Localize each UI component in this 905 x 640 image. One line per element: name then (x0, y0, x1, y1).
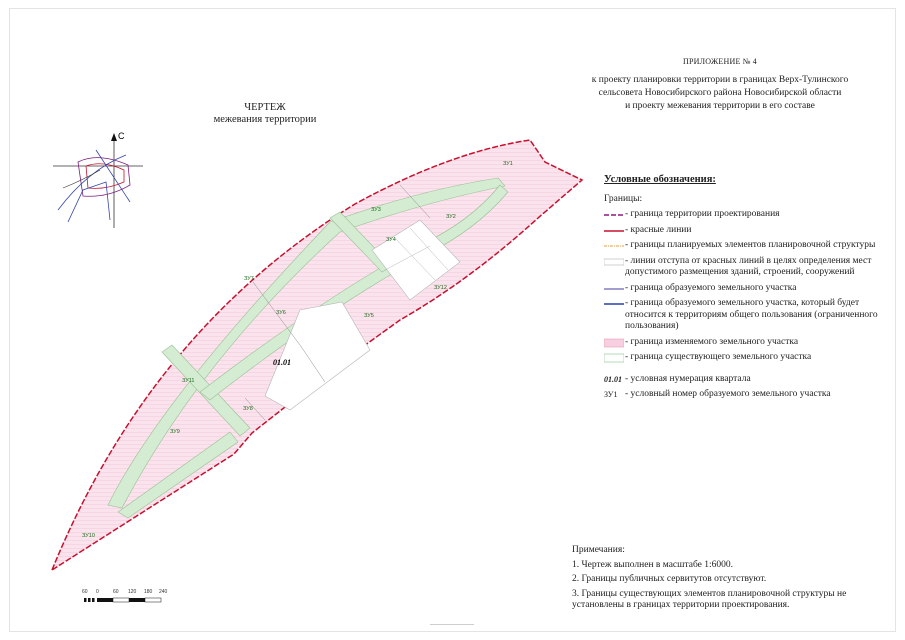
plot-label: ЗУ5 (364, 313, 374, 319)
appendix-line-1: к проекту планировки территории в границах Верх-Тулинского (591, 75, 849, 85)
scale-label: 60 (113, 589, 119, 595)
quarter-code-symbol: 01.01 (604, 374, 622, 384)
changed-plot-symbol (604, 338, 624, 348)
title-line-1: ЧЕРТЕЖ (244, 102, 286, 113)
red-line-symbol (604, 226, 624, 236)
plot-label: ЗУ8 (243, 406, 253, 412)
note-item: 2. Границы публичных сервитутов отсутствуют. (572, 574, 767, 584)
legend-item: - границы планируемых элементов планировочной структуры (604, 240, 894, 252)
legend-item: - граница существующего земельного участка (604, 352, 894, 364)
plot-label: ЗУ4 (386, 237, 396, 243)
plot-label: ЗУ12 (434, 285, 447, 291)
appendix-line-3: и проекту межевания территории в его составе (625, 101, 815, 111)
plot-label: ЗУ9 (170, 429, 180, 435)
legend-item: - красные линии (604, 225, 894, 237)
plot-label: ЗУ1 (503, 161, 513, 167)
appendix-number: ПРИЛОЖЕНИЕ № 4 (683, 57, 757, 66)
legend-code-row: 01.01 - условная нумерация квартала (604, 373, 751, 384)
legend-item: - граница образуемого земельного участка, который будет относится к территориям общего пользования (ограниченного пользования) (604, 298, 894, 333)
notes-block (572, 545, 892, 615)
territory-boundary-symbol (604, 210, 624, 220)
new-plot-boundary-symbol (604, 284, 624, 294)
legend (604, 174, 894, 405)
scale-label: 0 (96, 589, 99, 595)
north-label: С (118, 131, 125, 141)
public-plot-boundary-symbol (604, 299, 624, 309)
appendix-line-2: сельсовета Новосибирского района Новосибирской области (598, 88, 842, 98)
plot-label: ЗУ3 (371, 207, 381, 213)
planning-element-symbol (604, 241, 624, 251)
legend-item: - граница изменяемого земельного участка (604, 337, 894, 349)
scale-bar (82, 586, 182, 608)
setback-line-symbol (604, 257, 624, 267)
scale-label: 240 (159, 589, 168, 595)
scale-label: 180 (144, 589, 153, 595)
existing-plot-symbol (604, 353, 624, 363)
plot-label: ЗУ10 (82, 533, 95, 539)
bottom-divider (430, 624, 474, 625)
notes-title: Примечания: (572, 545, 625, 555)
plot-label: ЗУ7 (244, 276, 254, 282)
legend-item: - граница территории проектирования (604, 209, 894, 221)
plot-label: ЗУ6 (276, 310, 286, 316)
legend-code-row: ЗУ1 - условный номер образуемого земельного участка (604, 389, 831, 399)
legend-item: - линии отступа от красных линий в целях определения мест допустимого размещения зданий, строений, сооружений (604, 256, 894, 279)
legend-item: - граница образуемого земельного участка (604, 283, 894, 295)
note-item: 1. Чертеж выполнен в масштабе 1:6000. (572, 559, 734, 570)
scale-label: 60 (82, 589, 88, 595)
plot-label: ЗУ11 (182, 378, 195, 384)
legend-group-label: Границы: (604, 193, 643, 204)
note-item: 3. Границы существующих элементов планировочной структуры не установлены в границах территории проектирования. (572, 588, 847, 610)
scale-label: 120 (128, 589, 137, 595)
title-line-2: межевания территории (213, 114, 317, 125)
plot-code-symbol: ЗУ1 (604, 390, 618, 399)
legend-heading: Условные обозначения: (604, 174, 716, 185)
quarter-label: 01.01 (273, 358, 291, 367)
plot-label: ЗУ2 (446, 214, 456, 220)
